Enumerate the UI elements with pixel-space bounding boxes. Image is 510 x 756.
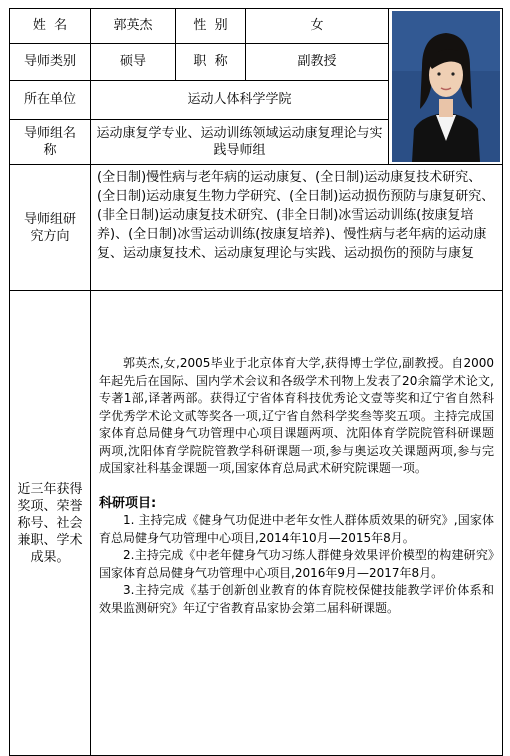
photo-cell — [389, 9, 503, 165]
research-label: 导师组研究方向 — [10, 165, 91, 291]
group-value: 运动康复学专业、运动训练领域运动康复理论与实践导师组 — [91, 119, 389, 164]
awards-content — [91, 291, 503, 756]
unit-label: 所在单位 — [10, 80, 91, 119]
project-item-3: 3.主持完成《基于创新创业教育的体育院校保健技能教学评价体系和效果监测研究》年辽宁省教育品家协会第二届科研课题。 — [99, 583, 494, 615]
name-label: 姓 名 — [10, 9, 91, 44]
research-value: (全日制)慢性病与老年病的运动康复、(全日制)运动康复技术研究、(全日制)运动康复生物力学研究、(全日制)运动损伤预防与康复研究、(非全日制)运动康复技术研究、(非全日制)冰雪运动训练(按康复培养)、(全日制)冰雪运动训练(按康复培养)、慢性病与老年病的运动康复、运动康复技术、运动康复理论与实践、运动损伤的预防与康复 — [91, 165, 503, 291]
awards-label: 近三年获得奖项、荣誉称号、社会兼职、学术成果。 — [10, 291, 91, 756]
gender-label: 性 别 — [176, 9, 246, 44]
portrait-icon — [392, 11, 500, 162]
row-awards — [10, 291, 503, 756]
unit-value: 运动人体科学学院 — [91, 80, 389, 119]
row-name — [10, 9, 503, 44]
bio-block — [91, 291, 502, 617]
bio-paragraph: 郭英杰,女,2005毕业于北京体育大学,获得博士学位,副教授。自2000年起先后在国际、国内学术会议和各级学术刊物上发表了20余篇学术论文,专著1部,译著两部。获得辽宁省体育科技优秀论文壹等奖和辽宁省自然科学优秀学术论文贰等奖各一项,辽宁省自然科学奖叁等奖五项。主持完成国家体育总局健身气功管理中心项目课题两项、沈阳体育学院院管科研课题两项,沈阳体育学院院管教学科研课题一项,参与奥运攻关课题两项,参与完成国家社科基金课题一项,国家体育总局武术研究院课题一项。 — [99, 356, 494, 475]
row-research — [10, 165, 503, 291]
portrait-photo — [392, 11, 500, 162]
project-item-1: 1. 主持完成《健身气功促进中老年女性人群体质效果的研究》,国家体育总局健身气功管理中心项目,2014年10月—2015年8月。 — [99, 513, 494, 545]
gender-value: 女 — [246, 9, 389, 44]
group-label: 导师组名称 — [10, 119, 91, 164]
title-label: 职 称 — [176, 43, 246, 80]
project-item-2: 2.主持完成《中老年健身气功习练人群健身效果评价模型的构建研究》国家体育总局健身气功管理中心项目,2016年9月—2017年8月。 — [99, 548, 494, 580]
title-value: 副教授 — [246, 43, 389, 80]
type-label: 导师类别 — [10, 43, 91, 80]
name-value: 郭英杰 — [91, 9, 176, 44]
type-value: 硕导 — [91, 43, 176, 80]
projects-title: 科研项目: — [99, 495, 157, 511]
profile-table — [9, 8, 503, 756]
